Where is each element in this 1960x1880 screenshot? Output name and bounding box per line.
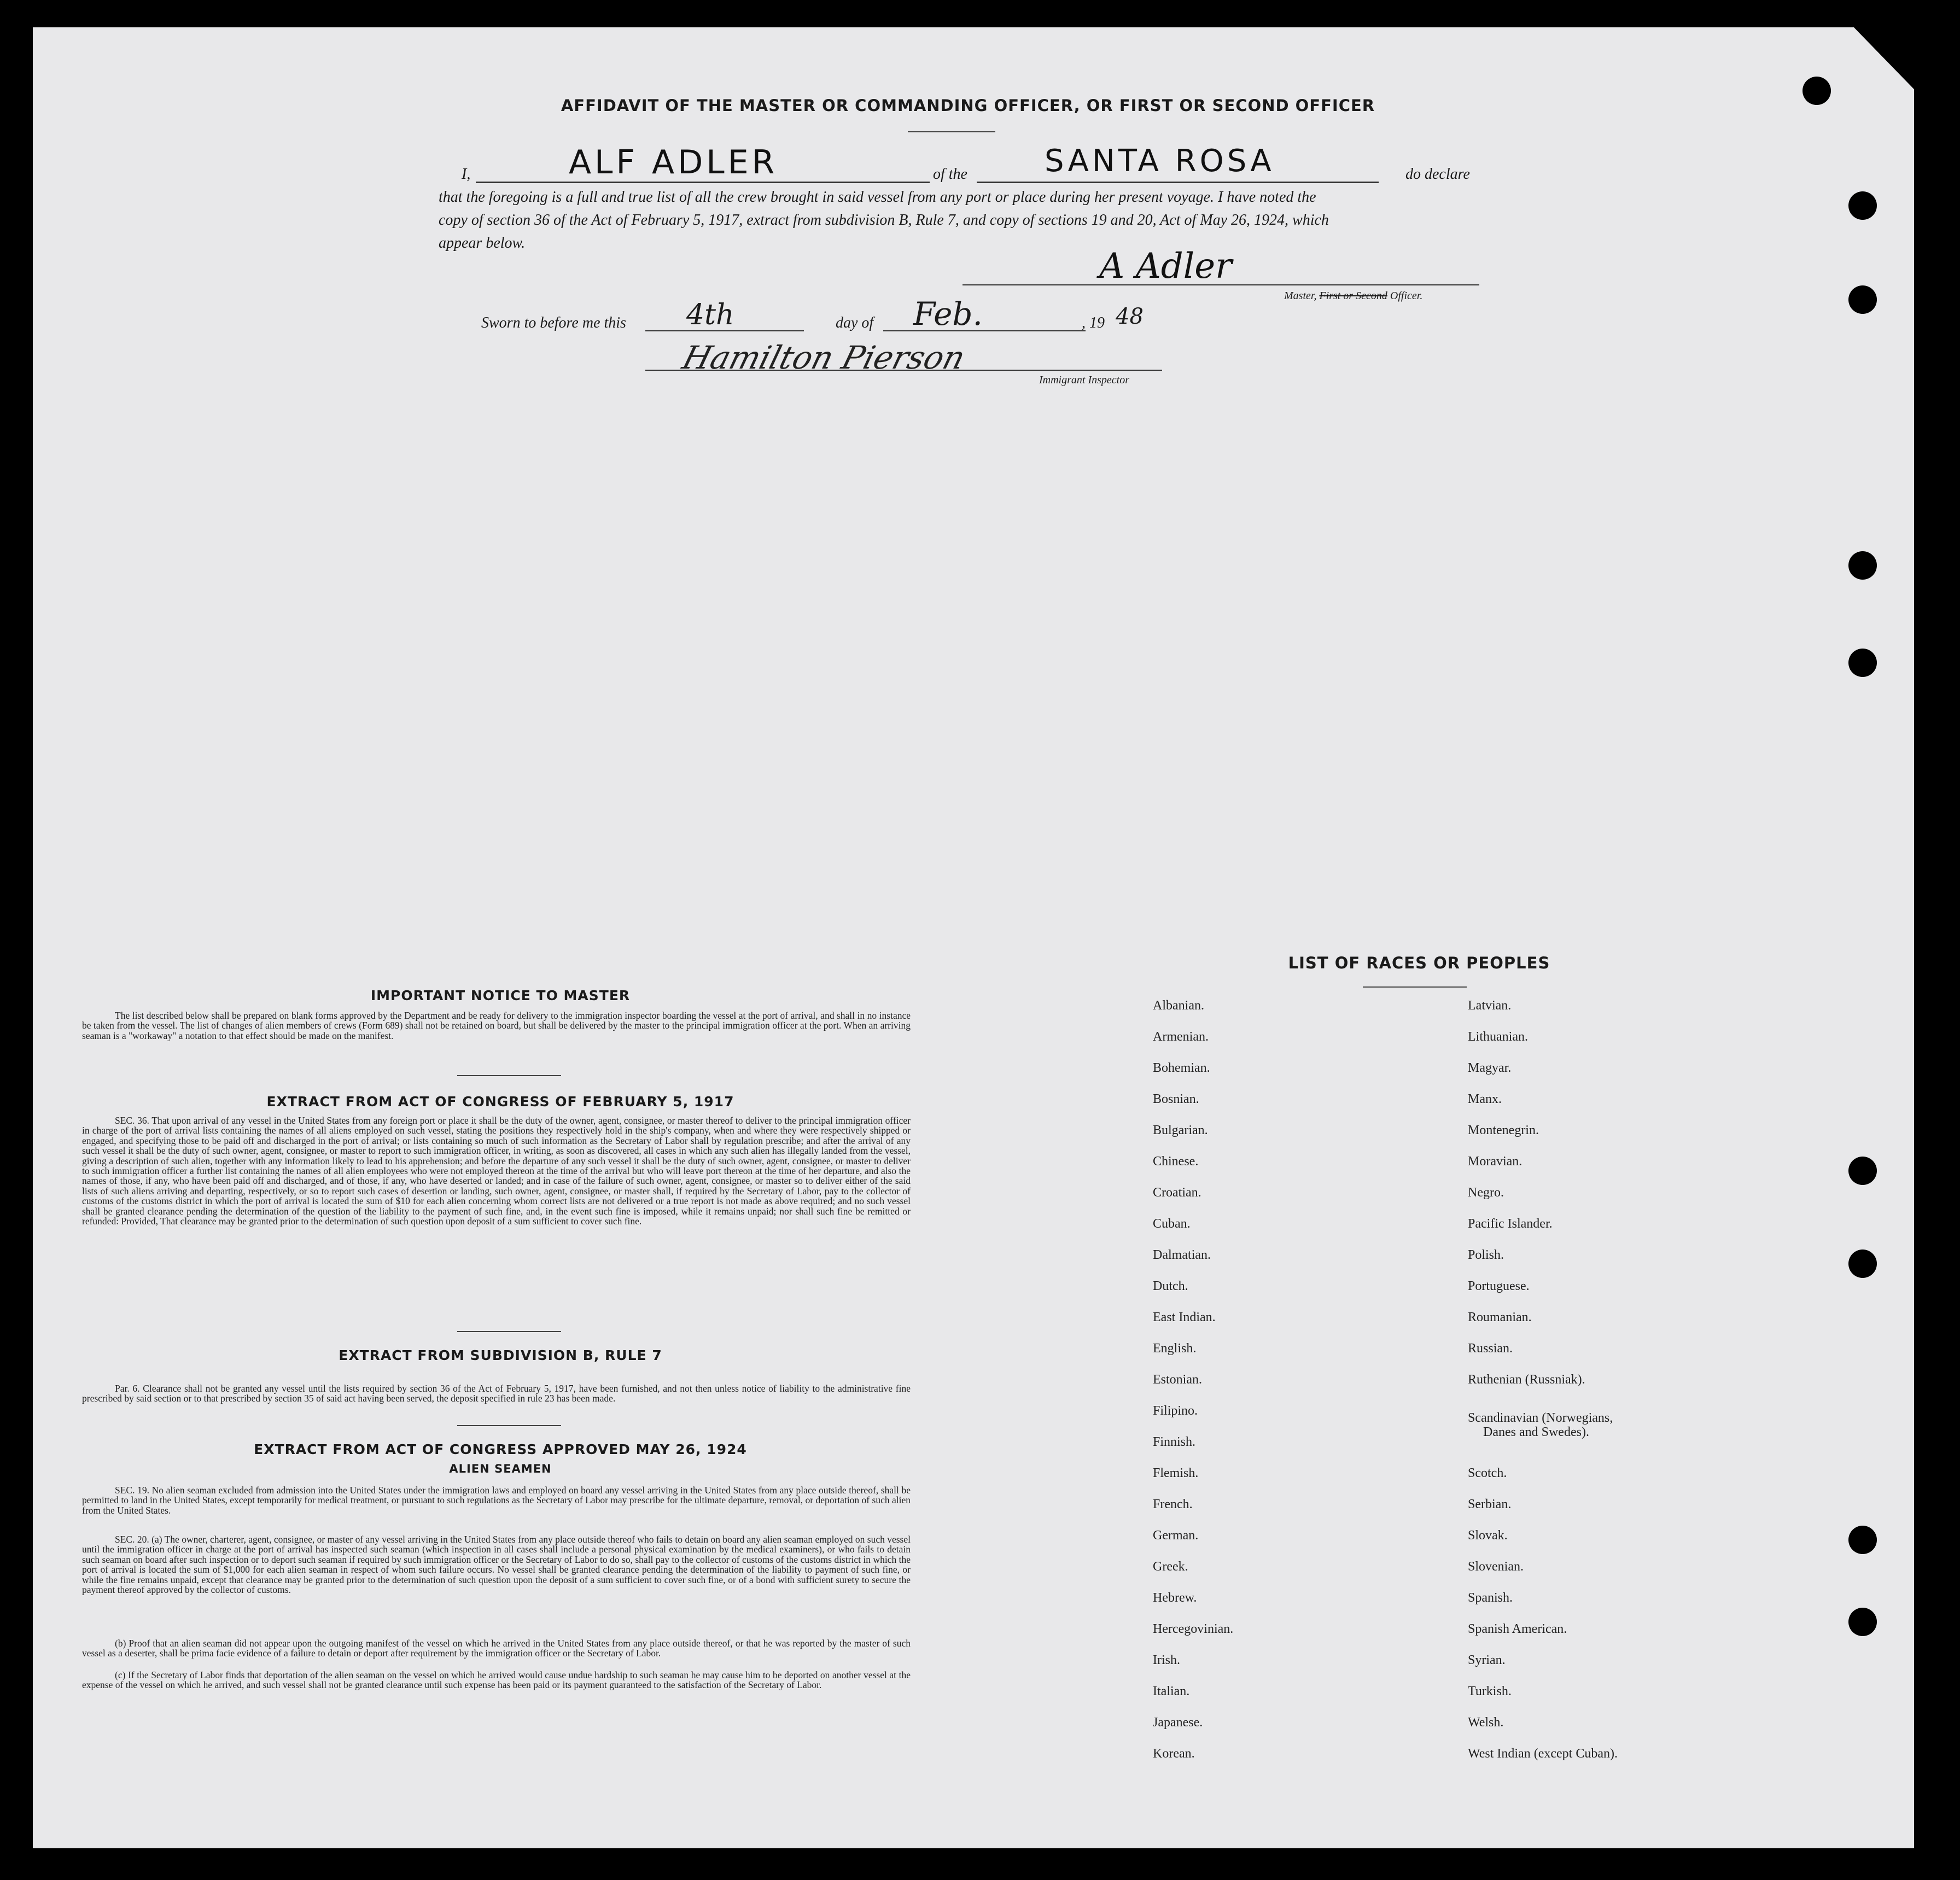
- race-item: German.: [1153, 1528, 1199, 1543]
- extract3-subtitle: ALIEN SEAMEN: [449, 1462, 552, 1475]
- race-item: Slovenian.: [1468, 1560, 1524, 1574]
- race-item: Spanish American.: [1468, 1622, 1567, 1636]
- race-item: Negro.: [1468, 1186, 1504, 1200]
- race-item: Slovak.: [1468, 1528, 1508, 1543]
- binder-hole: [1848, 551, 1877, 580]
- declaration-i: I,: [462, 166, 471, 183]
- notice-divider: [457, 1075, 561, 1076]
- race-item: Manx.: [1468, 1092, 1502, 1106]
- race-item: Bohemian.: [1153, 1061, 1210, 1075]
- race-item: Serbian.: [1468, 1497, 1512, 1511]
- binder-hole: [1848, 1608, 1877, 1636]
- race-item: Portuguese.: [1468, 1279, 1530, 1293]
- binder-hole: [1848, 1157, 1877, 1185]
- affidavit-title: AFFIDAVIT OF THE MASTER OR COMMANDING OFFICER, OR FIRST OR SECOND OFFICER: [561, 96, 1375, 115]
- race-item: Ruthenian (Russniak).: [1468, 1373, 1585, 1387]
- master-name: ALF ADLER: [569, 143, 778, 182]
- race-item: Irish.: [1153, 1653, 1180, 1667]
- race-item: Moravian.: [1468, 1154, 1522, 1169]
- binder-hole: [1848, 649, 1877, 677]
- race-item: Greek.: [1153, 1560, 1188, 1574]
- race-item: Chinese.: [1153, 1154, 1199, 1169]
- extract3-sec20b: (b) Proof that an alien seaman did not appear upon the outgoing manifest of the vessel on which he arrived in the United States from any place outside thereof, or that he was reported by the master of such vessel as a deserter, shall be prima facie evidence of a failure to detain or deport after requirement by the immigration officer or the Secretary of Labor.: [82, 1638, 911, 1659]
- extract3-sec20a: SEC. 20. (a) The owner, charterer, agent, consignee, or master of any vessel arriving in the United States from any place outside thereof who fails to detain on board any alien seaman employed on such vessel until the immigration officer in charge at the port of arrival has inspected such seaman (which inspection in all cases shall include a personal physical examination by the medical examiners), or who fails to detain such seaman on board after such inspection or to deport such seaman if required by such immigration officer or the Secretary of Labor to do so, shall pay to the collector of customs of the customs district in which the port of arrival is located the sum of $1,000 for each alien seaman in respect of whom such failure occurs. No vessel shall be granted clearance pending the determination of the liability to payment of such fine, or while the fine remains unpaid, except that clearance may be granted prior to the determination of such question upon the deposit of a sum sufficient to cover such fine, or of a bond with sufficient surety to secure the payment thereof approved by the collector of customs.: [82, 1534, 911, 1596]
- race-item: West Indian (except Cuban).: [1468, 1747, 1618, 1761]
- extract2-title: EXTRACT FROM SUBDIVISION B, RULE 7: [339, 1347, 662, 1363]
- race-item: Filipino.: [1153, 1404, 1198, 1418]
- race-item: Montenegrin.: [1468, 1123, 1539, 1137]
- race-item: Flemish.: [1153, 1466, 1199, 1480]
- race-item: Spanish.: [1468, 1591, 1513, 1605]
- race-item: East Indian.: [1153, 1310, 1216, 1324]
- inspector-signature: Hamilton Pierson: [678, 339, 970, 376]
- race-item: Roumanian.: [1468, 1310, 1532, 1324]
- year-suffix: 48: [1116, 304, 1144, 329]
- race-item: Bulgarian.: [1153, 1123, 1208, 1137]
- race-item: Estonian.: [1153, 1373, 1202, 1387]
- master-label: Master, First or Second Officer.: [1284, 290, 1423, 302]
- race-item: French.: [1153, 1497, 1193, 1511]
- extract3-title: EXTRACT FROM ACT OF CONGRESS APPROVED MAY 26, 1924: [254, 1441, 747, 1457]
- race-item: Latvian.: [1468, 999, 1512, 1013]
- vessel-name-line: [977, 182, 1379, 183]
- race-item: Welsh.: [1468, 1715, 1504, 1730]
- binder-hole: [1848, 1526, 1877, 1554]
- binder-hole: [1802, 77, 1831, 105]
- master-signature: A Adler: [1099, 246, 1232, 287]
- race-item: Dalmatian.: [1153, 1248, 1211, 1262]
- race-item: Polish.: [1468, 1248, 1504, 1262]
- struck-officer-text: First or Second: [1319, 290, 1387, 302]
- extract1-title: EXTRACT FROM ACT OF CONGRESS OF FEBRUARY 5, 1917: [266, 1094, 734, 1110]
- race-item: Bosnian.: [1153, 1092, 1199, 1106]
- race-item: Hercegovinian.: [1153, 1622, 1234, 1636]
- race-item: Turkish.: [1468, 1684, 1512, 1698]
- sworn-month: Feb.: [913, 295, 983, 332]
- notice-text: The list described below shall be prepared on blank forms approved by the Department and be ready for delivery to the immigration inspector boarding the vessel at the port of arrival, and shall in no instance be taken from the vessel. The list of changes of alien members of crews (Form 689) shall not be retained on board, but shall be delivered by the master to the principal immigration officer at the port. When an arriving seaman is a "workaway" a notation to that effect should be made on the manifest.: [82, 1010, 911, 1041]
- race-item: Albanian.: [1153, 999, 1204, 1013]
- race-item: Dutch.: [1153, 1279, 1188, 1293]
- binder-hole: [1848, 191, 1877, 220]
- race-item: Korean.: [1153, 1747, 1195, 1761]
- race-item: Syrian.: [1468, 1653, 1506, 1667]
- race-item: Japanese.: [1153, 1715, 1203, 1730]
- notice-title: IMPORTANT NOTICE TO MASTER: [370, 988, 631, 1003]
- vessel-name: SANTA ROSA: [1045, 143, 1275, 179]
- race-item: Cuban.: [1153, 1217, 1191, 1231]
- race-item: English.: [1153, 1341, 1197, 1356]
- extract2-text: Par. 6. Clearance shall not be granted any vessel until the lists required by section 36 of the Act of February 5, 1917, have been furnished, and not then unless notice of liability to the administrative fine prescribed by said section or to that prescribed by section 35 of said act having been served, the deposit specified in rule 23 has been made.: [82, 1383, 911, 1404]
- do-declare-label: do declare: [1405, 166, 1470, 183]
- race-item: Danes and Swedes).: [1483, 1425, 1589, 1439]
- race-item: Magyar.: [1468, 1061, 1512, 1075]
- race-item: Finnish.: [1153, 1435, 1196, 1449]
- binder-hole: [1848, 285, 1877, 314]
- race-item: Italian.: [1153, 1684, 1190, 1698]
- race-item: Lithuanian.: [1468, 1030, 1528, 1044]
- race-item: Pacific Islander.: [1468, 1217, 1553, 1231]
- of-the-label: of the: [933, 166, 967, 183]
- master-name-line: [476, 182, 930, 183]
- extract3-sec19: SEC. 19. No alien seaman excluded from admission into the United States under the immigration laws and employed on board any vessel arriving in the United States from any place outside thereof, shall be permitted to land in the United States, except temporarily for medical treatment, or pursuant to such regulations as the Secretary of Labor may prescribe for the ultimate departure, removal, or deportation of such alien from the United States.: [82, 1485, 911, 1516]
- day-of-label: day of: [836, 314, 874, 331]
- race-item: Armenian.: [1153, 1030, 1209, 1044]
- race-item: Croatian.: [1153, 1186, 1201, 1200]
- title-divider: [908, 131, 995, 132]
- binder-hole: [1848, 1250, 1877, 1278]
- declaration-line-2: that the foregoing is a full and true list of all the crew brought in said vessel from any port or place during her present voyage. I have noted the: [439, 189, 1316, 206]
- extract2-divider: [457, 1425, 561, 1426]
- sworn-day: 4th: [686, 299, 734, 331]
- extract3-sec20c: (c) If the Secretary of Labor finds that deportation of the alien seaman on the vessel on which he arrived would cause undue hardship to such seaman he may cause him to be deported on another vessel at the expense of the vessel on which he arrived, and such vessel shall not be granted clearance until such expense has been paid or its payment guaranteed to the satisfaction of the Secretary of Labor.: [82, 1669, 911, 1691]
- declaration-line-3: copy of section 36 of the Act of February 5, 1917, extract from subdivision B, Rule 7, and copy of sections 19 and 20, Act of May 26, 1924, which: [439, 212, 1329, 229]
- sworn-text: Sworn to before me this: [481, 314, 626, 331]
- races-title: LIST OF RACES OR PEOPLES: [1288, 954, 1550, 972]
- extract1-text: SEC. 36. That upon arrival of any vessel in the United States from any foreign port or place it shall be the duty of the owner, agent, consignee, or master thereof to deliver to the principal immigration officer in charge of the port of arrival lists containing the names of all aliens employed on such vessel, stating the positions they respectively hold in the ship's company, when and where they were respectively shipped or engaged, and specifying those to be paid off and discharged in the port of arrival; or lists containing so much of such information as the Secretary of Labor shall by regulation prescribe; and after the arrival of any such vessel it shall be the duty of such owner, agent, consignee, or master to report to such immigration officer, in writing, as soon as discovered, all cases in which any such alien has illegally landed from the vessel, giving a description of such alien, together with any information likely to lead to his apprehension; and before the departure of any such vessel it shall be the duty of such owner, agent, consignee, or master to deliver to such immigration officer a further list containing the names of all alien employees who were not employed thereon at the time of the arrival but who will leave port thereon at the time of her departure, and also the names of those, if any, who have been paid off and discharged, and of those, if any, who have deserted or landed; and in case of the failure of such owner, agent, consignee, or master so to deliver either of the said lists of such aliens arriving and departing, respectively, or so to report such cases of desertion or landing, such owner, agent, consignee, or master shall, if required by the Secretary of Labor, pay to the collector of customs of the customs district in which the port of arrival is located the sum of $10 for each alien concerning whom correct lists are not delivered or a true report is not made as above required; and no such vessel shall be granted clearance pending the determination of the question of the liability to the payment of such fine, and, in the event such fine is imposed, while it remains unpaid; nor shall such fine be remitted or refunded: Provided, That clearance may be granted prior to the determination of such question upon deposit of a sum sufficient to cover such fine.: [82, 1115, 911, 1227]
- race-item: Scandinavian (Norwegians,: [1468, 1411, 1613, 1425]
- year-prefix: , 19: [1082, 314, 1105, 331]
- declaration-line-4: appear below.: [439, 235, 526, 252]
- races-divider: [1363, 986, 1467, 988]
- race-item: Hebrew.: [1153, 1591, 1197, 1605]
- inspector-label: Immigrant Inspector: [1039, 374, 1129, 386]
- extract1-divider: [457, 1331, 561, 1332]
- race-item: Russian.: [1468, 1341, 1513, 1356]
- race-item: Scotch.: [1468, 1466, 1507, 1480]
